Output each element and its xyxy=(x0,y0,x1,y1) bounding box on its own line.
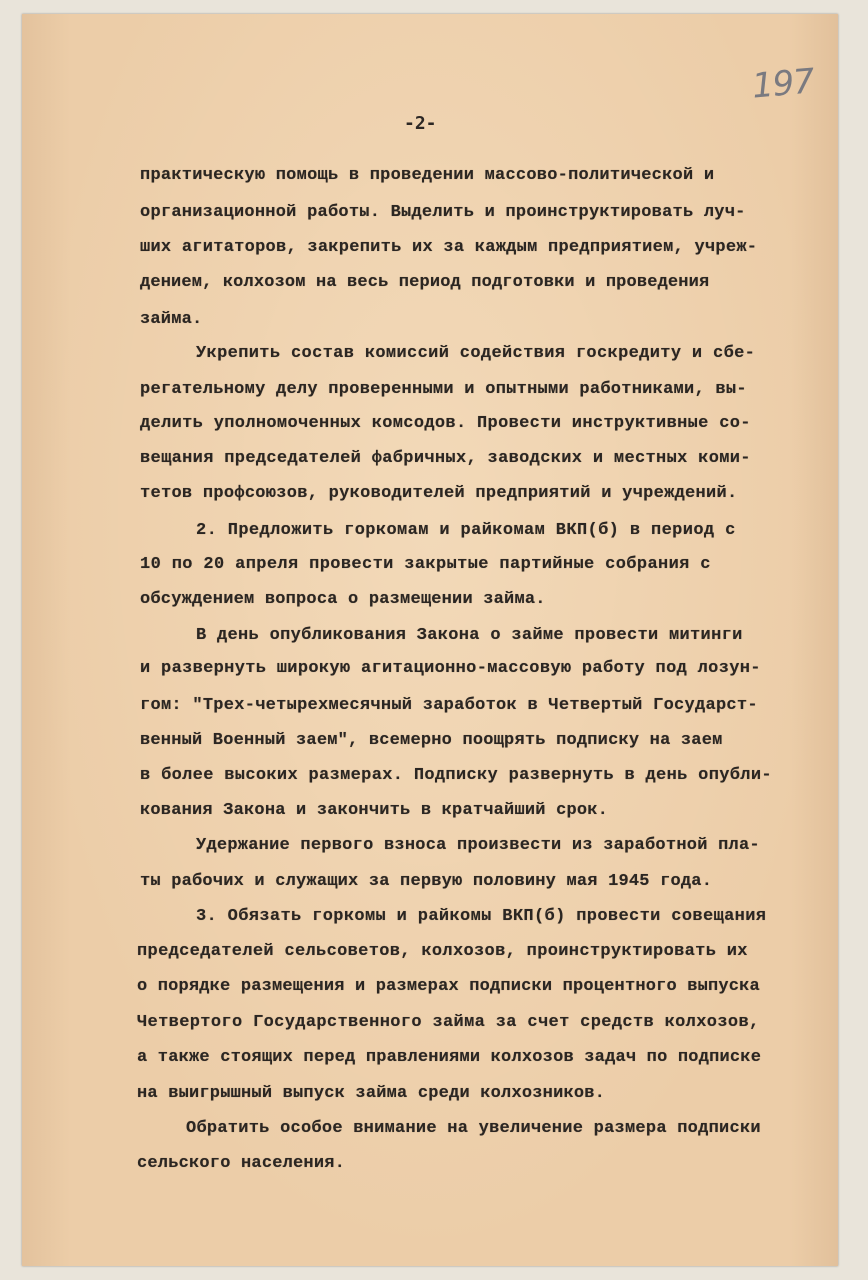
text-line: делить уполномоченных комсодов. Провести инструктивные со- xyxy=(140,414,751,433)
text-line: 10 по 20 апреля провести закрытые партийные собрания с xyxy=(140,555,711,574)
text-line: Удержание первого взноса произвести из заработной пла- xyxy=(196,836,760,855)
text-line: организационной работы. Выделить и проинструктировать луч- xyxy=(140,203,746,222)
text-line: о порядке размещения и размерах подписки процентного выпуска xyxy=(137,977,760,996)
text-line: 2. Предложить горкомам и райкомам ВКП(б) в период с xyxy=(196,521,736,540)
text-line: тетов профсоюзов, руководителей предприятий и учреждений. xyxy=(140,484,738,503)
text-line: регательному делу проверенными и опытными работниками, вы- xyxy=(140,380,747,399)
text-line: Четвертого Государственного займа за счет средств колхозов, xyxy=(137,1013,760,1032)
text-line: сельского населения. xyxy=(137,1154,346,1173)
text-line: кования Закона и закончить в кратчайший срок. xyxy=(140,801,609,820)
text-line: Обратить особое внимание на увеличение размера подписки xyxy=(186,1119,761,1138)
text-line: венный Военный заем", всемерно поощрять подписку на заем xyxy=(140,731,723,750)
text-line: в более высоких размерах. Подписку развернуть в день опубли- xyxy=(140,766,772,785)
text-line: на выигрышный выпуск займа среди колхозников. xyxy=(137,1084,606,1103)
text-line: вещания председателей фабричных, заводских и местных коми- xyxy=(140,449,751,468)
text-line: 3. Обязать горкомы и райкомы ВКП(б) провести совещания xyxy=(196,907,767,926)
text-line: ших агитаторов, закрепить их за каждым предприятием, учреж- xyxy=(140,238,758,257)
text-line: дением, колхозом на весь период подготовки и проведения xyxy=(140,273,710,292)
text-line: гом: "Трех-четырехмесячный заработок в Четвертый Государст- xyxy=(140,696,758,715)
text-line: председателей сельсоветов, колхозов, проинструктировать их xyxy=(137,942,748,961)
text-line: займа. xyxy=(140,310,203,329)
text-line: практическую помощь в проведении массово-политической и xyxy=(140,166,715,185)
text-line: обсуждением вопроса о размещении займа. xyxy=(140,590,546,609)
text-line: ты рабочих и служащих за первую половину мая 1945 года. xyxy=(140,872,713,891)
text-line: В день опубликования Закона о займе провести митинги xyxy=(196,626,743,645)
archive-folio-number: 197 xyxy=(750,61,816,107)
page-number: -2- xyxy=(404,113,437,134)
text-line: и развернуть широкую агитационно-массовую работу под лозун- xyxy=(140,659,761,678)
text-line: а также стоящих перед правлениями колхозов задач по подписке xyxy=(137,1048,762,1067)
text-line: Укрепить состав комиссий содействия госкредиту и сбе- xyxy=(196,344,756,363)
